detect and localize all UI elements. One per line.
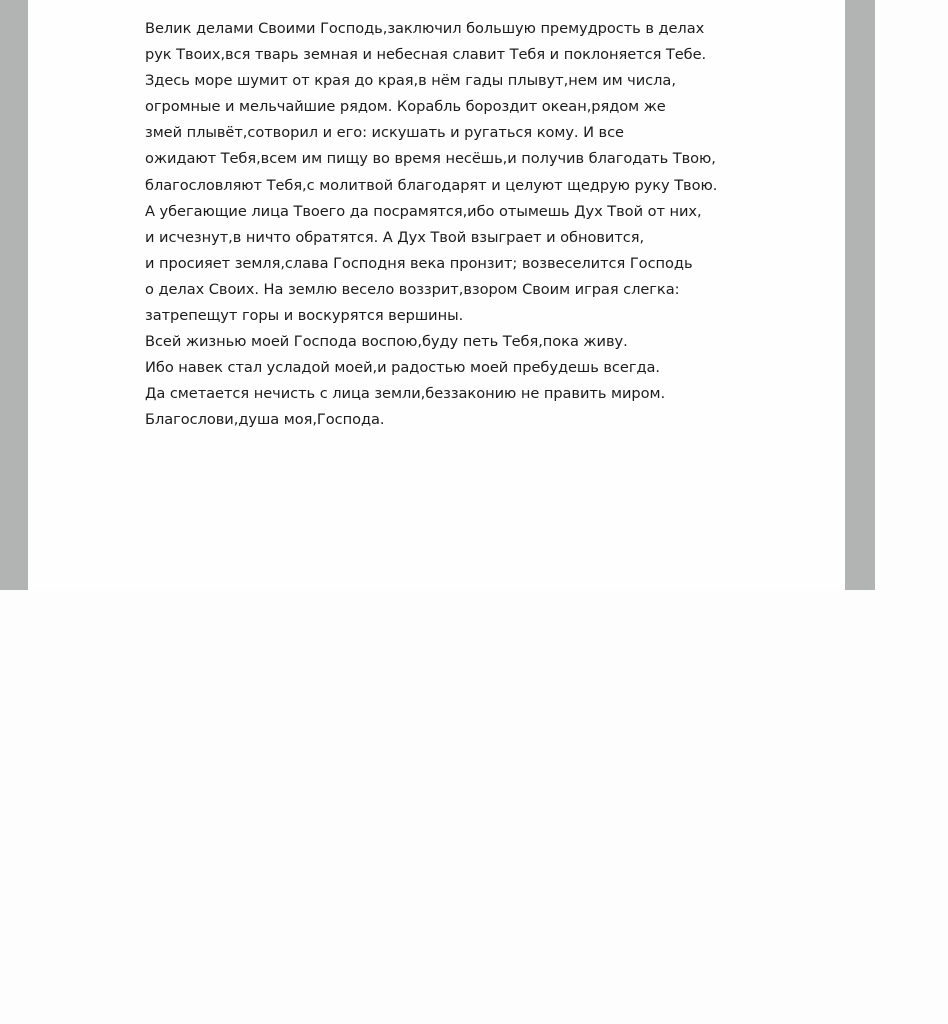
text-line-11: о делах Своих. На землю весело воззрит,взором Своим играя слегка:	[145, 280, 680, 298]
text-line-3: Здесь море шумит от края до края,в нём гады плывут,нем им числа,	[145, 72, 676, 90]
text-line-14: Ибо навек стал усладой моей,и радостью моей пребудешь всегда.	[145, 359, 660, 377]
document-page	[28, 0, 845, 590]
text-line-6: ожидают Тебя,всем им пищу во время несёшь,и получив благодать Твою,	[145, 150, 716, 168]
text-line-1: Велик делами Своими Господь,заключил большую премудрость в делах	[145, 20, 705, 37]
text-line-7: благословляют Тебя,с молитвой благодарят и целуют щедрую руку Твою.	[145, 176, 718, 194]
text-line-10: и просияет земля,слава Господня века пронзит; возвеселится Господь	[145, 254, 693, 272]
text-line-15: Да сметается нечисть с лица земли,беззаконию не править миром.	[145, 385, 666, 403]
text-line-12: затрепещут горы и воскурятся вершины.	[145, 307, 464, 325]
left-margin-gutter	[0, 0, 28, 590]
text-line-9: и исчезнут,в ничто обратятся. А Дух Твой взыграет и обновится,	[145, 228, 645, 246]
blank-area	[0, 590, 948, 1024]
poem-text	[145, 16, 835, 434]
text-line-8: А убегающие лица Твоего да посрамятся,ибо отымешь Дух Твой от них,	[145, 202, 702, 220]
text-line-5: змей плывёт,сотворил и его: искушать и ругаться кому. И все	[145, 124, 624, 142]
text-line-4: огромные и мельчайшие рядом. Корабль бороздит океан,рядом же	[145, 98, 666, 116]
text-line-2: рук Твоих,вся тварь земная и небесная славит Тебя и поклоняется Тебе.	[145, 46, 707, 64]
right-margin-gutter	[845, 0, 875, 590]
text-line-16: Благослови,душа моя,Господа.	[145, 411, 385, 429]
text-line-13: Всей жизнью моей Господа воспою,буду петь Тебя,пока живу.	[145, 333, 628, 351]
